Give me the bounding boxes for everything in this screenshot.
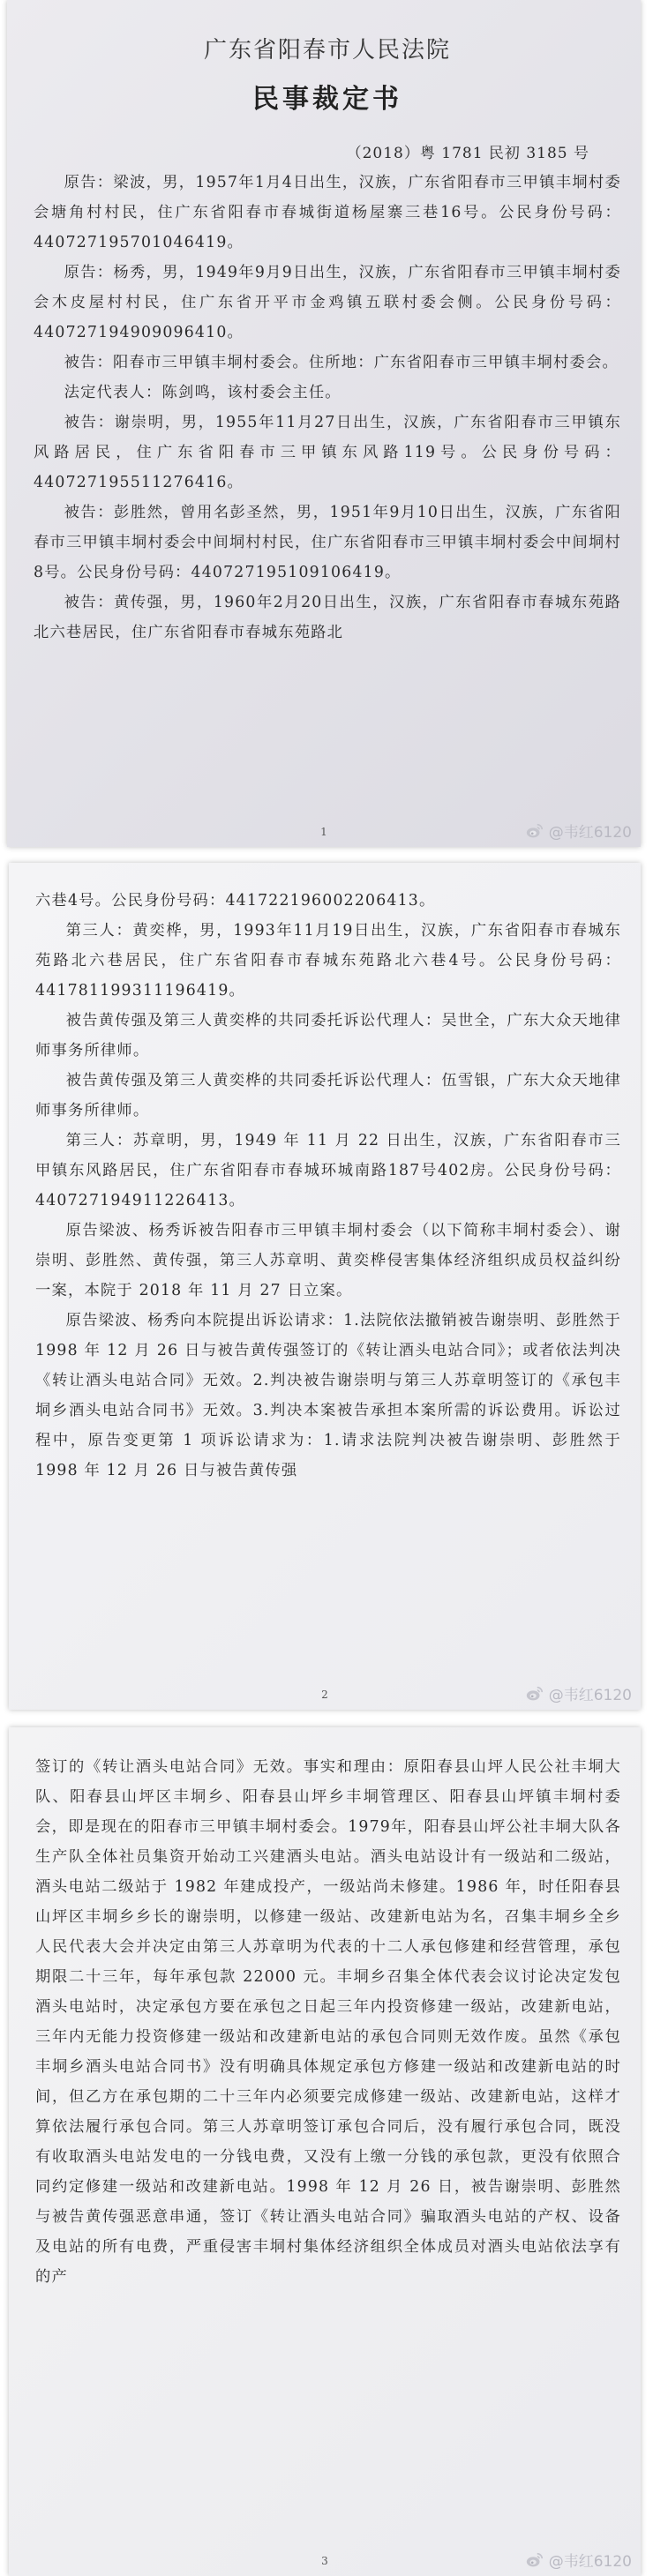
paragraph: 原告：梁波，男，1957年1月4日出生，汉族，广东省阳春市三甲镇丰垌村委会塘角村村民，住广东省阳春市春城街道杨屋寨三巷16号。公民身份号码：440727195701046419。: [34, 174, 621, 251]
page-number: 3: [321, 2555, 328, 2567]
watermark: [525, 2549, 632, 2571]
document-page-2: [9, 863, 641, 1710]
document-page-3: [9, 1727, 641, 2576]
watermark-text: @韦红6120: [548, 824, 632, 842]
document-title: 民事裁定书: [252, 84, 402, 115]
watermark-text: @韦红6120: [548, 1687, 632, 1704]
paragraph: 第三人：黄奕桦，男，1993年11月19日出生，汉族，广东省阳春市春城东苑路北六巷居民，住广东省阳春市春城东苑路北六巷4号。公民身份号码：441781199311196419。: [35, 922, 621, 1000]
paragraph: 被告：黄传强，男，1960年2月20日出生，汉族，广东省阳春市春城东苑路北六巷居民，住广东省阳春市春城东苑路北: [34, 594, 621, 641]
paragraph: 被告黄传强及第三人黄奕桦的共同委托诉讼代理人：吴世全，广东大众天地律师事务所律师。: [35, 1012, 621, 1060]
court-name: 广东省阳春市人民法院: [203, 37, 451, 64]
weibo-logo-icon: [525, 821, 544, 841]
page-2-body: [35, 886, 621, 1486]
case-number: （2018）粤 1781 民初 3185 号: [346, 145, 589, 162]
paragraph: 法定代表人：陈剑鸣，该村委会主任。: [64, 384, 342, 401]
paragraph: 原告梁波、杨秀诉被告阳春市三甲镇丰垌村委会（以下简称丰垌村委会）、谢崇明、彭胜然、黄传强，第三人苏章明、黄奕桦侵害集体经济组织成员权益纠纷一案，本院于 2018 年 11 月 27 日立案。: [35, 1222, 621, 1299]
paragraph: 被告：阳春市三甲镇丰垌村委会。住所地：广东省阳春市三甲镇丰垌村委会。: [64, 354, 619, 371]
watermark: [525, 1682, 632, 1704]
paragraph: 原告：杨秀，男，1949年9月9日出生，汉族，广东省阳春市三甲镇丰垌村委会木皮屋村村民，住广东省开平市金鸡镇五联村委会侧。公民身份号码：440727194909096410。: [34, 264, 621, 341]
watermark: [525, 820, 632, 842]
paragraph: 被告黄传强及第三人黄奕桦的共同委托诉讼代理人：伍雪银，广东大众天地律师事务所律师。: [35, 1072, 621, 1120]
paragraph: 第三人：苏章明，男，1949 年 11 月 22 日出生，汉族，广东省阳春市三甲镇东风路居民，住广东省阳春市春城环城南路187号402房。公民身份号码：440727194911226413。: [35, 1132, 621, 1209]
weibo-logo-icon: [525, 2550, 544, 2570]
watermark-text: @韦红6120: [548, 2553, 632, 2571]
page-number: 1: [320, 826, 327, 838]
page-3-body: [35, 1752, 621, 2292]
paragraph: 签订的《转让酒头电站合同》无效。事实和理由：原阳春县山坪人民公社丰垌大队、阳春县山坪区丰垌乡、阳春县山坪乡丰垌管理区、阳春县山坪镇丰垌村委会，即是现在的阳春市三甲镇丰垌村委会。1979年，阳春县山坪公社丰垌大队各生产队全体社员集资开始动工兴建酒头电站。酒头电站设计有一级站和二级站，酒头电站二级站于 1982 年建成投产，一级站尚未修建。1986 年，时任阳春县山坪区丰垌乡乡长的谢崇明，以修建一级站、改建新电站为名，召集丰垌乡全乡人民代表大会并决定由第三人苏章明为代表的十二人承包修建和经营管理，承包期限二十三年，每年承包款 22000 元。丰垌乡召集全体代表会议讨论决定发包酒头电站时，决定承包方要在承包之日起三年内投资修建一级站，改建新电站，三年内无能力投资修建一级站和改建新电站的承包合同则无效作废。虽然《承包丰垌乡酒头电站合同书》没有明确具体规定承包方修建一级站和改建新电站的时间，但乙方在承包期的二十三年内必须要完成修建一级站、改建新电站，这样才算依法履行承包合同。第三人苏章明签订承包合同后，没有履行承包合同，既没有收取酒头电站发电的一分钱电费，又没有上缴一分钱的承包款，更没有依照合同约定修建一级站和改建新电站。1998 年 12 月 26 日，被告谢崇明、彭胜然与被告黄传强恶意串通，签订《转让酒头电站合同》骗取酒头电站的产权、设备及电站的所有电费，严重侵害丰垌村集体经济组织全体成员对酒头电站依法享有的产: [35, 1758, 621, 2286]
document-page-1: [7, 0, 641, 847]
page-number: 2: [321, 1689, 328, 1701]
weibo-logo-icon: [525, 1684, 544, 1704]
paragraph: 被告：谢崇明，男，1955年11月27日出生，汉族，广东省阳春市三甲镇东风路居民，住广东省阳春市三甲镇东风路119号。公民身份号码：440727195511276416。: [34, 414, 621, 491]
paragraph: 原告梁波、杨秀向本院提出诉讼请求：1.法院依法撤销被告谢崇明、彭胜然于 1998 年 12 月 26 日与被告黄传强签订的《转让酒头电站合同》；或者依法判决《转让酒头电站合同》无效。2.判决被告谢崇明与第三人苏章明签订的《承包丰垌乡酒头电站合同书》无效。3.判决本案被告承担本案所需的诉讼费用。诉讼过程中，原告变更第 1 项诉讼请求为：1.请求法院判决被告谢崇明、彭胜然于 1998 年 12 月 26 日与被告黄传强: [35, 1312, 621, 1479]
paragraph: 被告：彭胜然，曾用名彭圣然，男，1951年9月10日出生，汉族，广东省阳春市三甲镇丰垌村委会中间垌村村民，住广东省阳春市三甲镇丰垌村委会中间垌村8号。公民身份号码：440727195109106419。: [34, 504, 621, 581]
paragraph: 六巷4号。公民身份号码：441722196002206413。: [35, 892, 436, 910]
page-1-body: [34, 168, 621, 648]
